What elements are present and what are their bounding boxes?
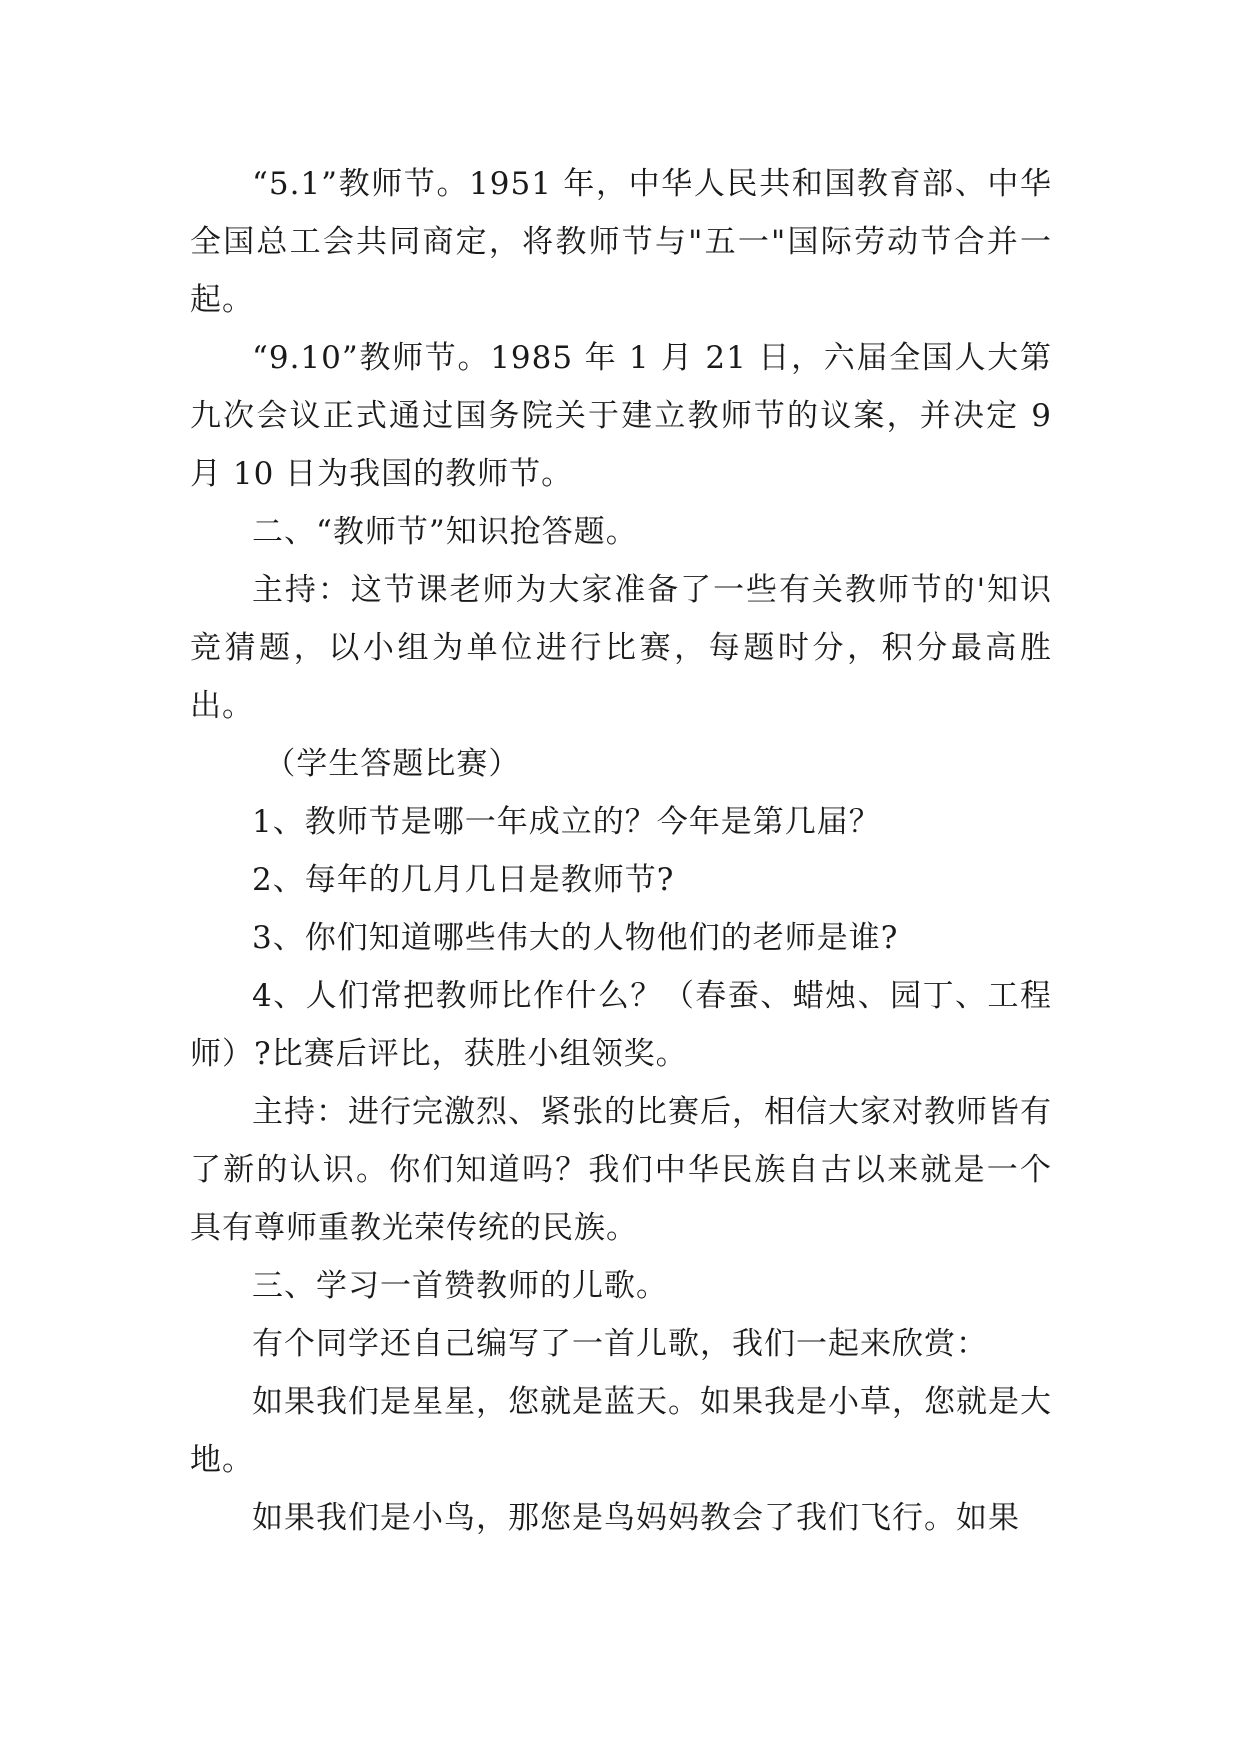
song-verse-2: 如果我们是小鸟，那您是鸟妈妈教会了我们飞行。如果 xyxy=(252,1500,1020,1536)
section-heading-song: 三、学习一首赞教师的儿歌。 xyxy=(252,1268,668,1304)
paragraph-song-intro: 有个同学还自己编写了一首儿歌，我们一起来欣赏： xyxy=(252,1326,988,1362)
quiz-question-1: 1、教师节是哪一年成立的？今年是第几届？ xyxy=(252,804,881,840)
paragraph-teachers-day-5-1: “5.1”教师节。1951 年，中华人民共和国教育部、中华全国总工会共同商定，将教师节与"五一"国际劳动节合并一起。 xyxy=(190,166,1052,318)
song-verse-1: 如果我们是星星，您就是蓝天。如果我是小草，您就是大地。 xyxy=(190,1384,1052,1478)
paragraph-host-after-quiz: 主持：进行完激烈、紧张的比赛后，相信大家对教师皆有了新的认识。你们知道吗？我们中华民族自古以来就是一个具有尊师重教光荣传统的民族。 xyxy=(190,1094,1052,1246)
section-heading-quiz: 二、“教师节”知识抢答题。 xyxy=(252,514,638,550)
quiz-question-4: 4、人们常把教师比作什么？（春蚕、蜡烛、园丁、工程师）?比赛后评比，获胜小组领奖。 xyxy=(190,978,1052,1072)
paragraph-student-competition: （学生答题比赛） xyxy=(264,746,521,782)
paragraph-host-quiz-intro: 主持：这节课老师为大家准备了一些有关教师节的'知识竞猜题，以小组为单位进行比赛，每题时分，积分最高胜出。 xyxy=(190,572,1052,724)
quiz-question-2: 2、每年的几月几日是教师节? xyxy=(252,862,675,898)
document-body xyxy=(190,155,1052,1547)
quiz-question-3: 3、你们知道哪些伟大的人物他们的老师是谁? xyxy=(252,920,899,956)
paragraph-teachers-day-9-10: “9.10”教师节。1985 年 1 月 21 日，六届全国人大第九次会议正式通过国务院关于建立教师节的议案，并决定 9 月 10 日为我国的教师节。 xyxy=(190,340,1052,492)
